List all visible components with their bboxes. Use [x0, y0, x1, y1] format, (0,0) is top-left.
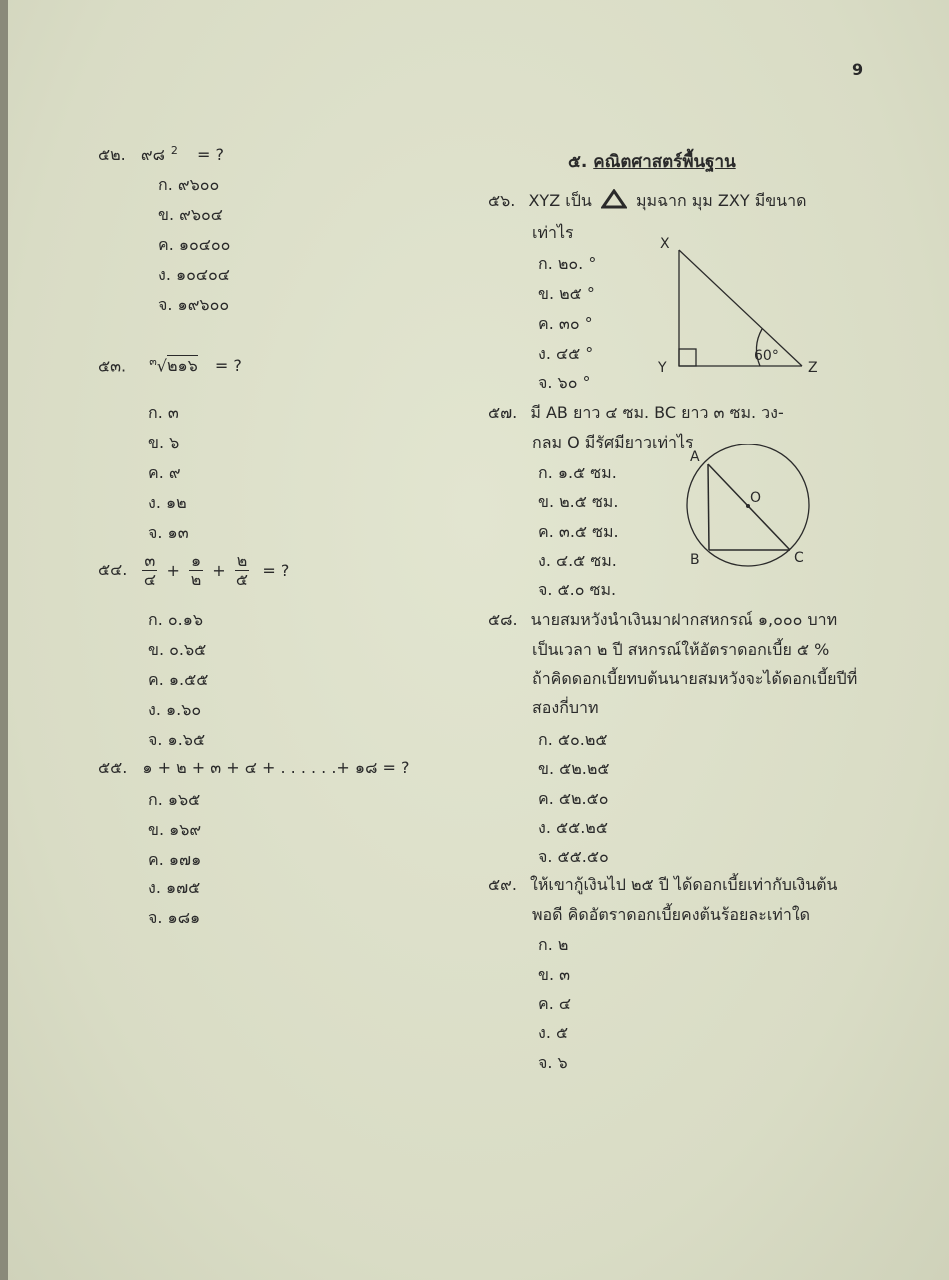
option-c: ค. ๓๐ ° — [538, 314, 593, 333]
question-53 — [98, 352, 242, 379]
option-a: ก. ๙๖๐๐ — [158, 175, 220, 194]
triangle-diagram — [650, 232, 830, 382]
root-index: ๓ — [149, 355, 157, 368]
fraction-3: $\frac{๒}{๕}$ — [235, 551, 249, 589]
label-y: Y — [658, 360, 667, 376]
option-e: จ. ๕.๐ ซม. — [538, 580, 617, 599]
question-number: ๕๔. — [98, 560, 128, 579]
circle-diagram — [672, 444, 822, 574]
question-text: มี AB ยาว ๔ ซม. BC ยาว ๓ ซม. วง- — [530, 403, 784, 422]
page-edge — [0, 0, 8, 1280]
question-58-line3: ถ้าคิดดอกเบี้ยทบต้นนายสมหวังจะได้ดอกเบี้ยปีที่ — [532, 669, 858, 688]
option-d: ง. ๑๒ — [148, 493, 187, 512]
option-e: จ. ๑๓ — [148, 523, 189, 542]
option-d: ง. ๑.๖๐ — [148, 700, 202, 719]
question-55 — [98, 756, 409, 781]
question-58-line2: เป็นเวลา ๒ ปี สหกรณ์ให้อัตราดอกเบี้ย ๕ % — [532, 640, 830, 659]
label-a: A — [690, 449, 700, 465]
equals-question: = ? — [214, 356, 242, 376]
option-b: ข. ๐.๖๕ — [148, 640, 207, 659]
option-e: จ. ๕๕.๕๐ — [538, 847, 609, 866]
question-number: ๕๗. — [488, 403, 518, 422]
side-xz — [679, 250, 802, 366]
triangle-icon — [601, 189, 627, 209]
question-text-a: XYZ เป็น — [528, 191, 592, 210]
question-number: ๕๒. — [98, 145, 126, 164]
question-59-line2: พอดี คิดอัตราดอกเบี้ยคงต้นร้อยละเท่าใด — [532, 905, 811, 924]
option-a: ก. ๑๖๕ — [148, 790, 201, 809]
question-number: ๕๕. — [98, 758, 128, 777]
question-number: ๕๘. — [488, 610, 518, 629]
fraction-1: $\frac{๓}{๔}$ — [143, 551, 156, 589]
equals-question: = ? — [197, 145, 224, 164]
plus-sign: + — [212, 561, 226, 580]
option-e: จ. ๑๙๖๐๐ — [158, 295, 230, 314]
option-e: จ. ๑๘๑ — [148, 908, 201, 927]
label-o: O — [750, 490, 762, 506]
option-b: ข. ๕๒.๒๕ — [538, 759, 610, 778]
option-e: จ. ๖ — [538, 1053, 568, 1072]
option-e: จ. ๑.๖๕ — [148, 730, 206, 749]
option-d: ง. ๕ — [538, 1023, 569, 1042]
question-57-line2: กลม O มีรัศมียาวเท่าไร — [532, 433, 694, 452]
option-d: ง. ๕๕.๒๕ — [538, 818, 608, 837]
plus-sign: + — [166, 561, 180, 580]
option-c: ค. ๓.๕ ซม. — [538, 522, 619, 541]
question-number: ๕๙. — [488, 875, 517, 894]
angle-label: 60° — [754, 348, 779, 364]
option-b: ข. ๙๖๐๔ — [158, 205, 223, 224]
option-c: ค. ๔ — [538, 994, 571, 1013]
question-58-line4: สองกี่บาท — [532, 698, 599, 717]
question-56-line2: เท่าไร — [532, 223, 574, 242]
option-d: ง. ๔๕ ° — [538, 344, 594, 363]
question-number: ๕๖. — [488, 191, 516, 210]
option-d: ง. ๑๐๔๐๔ — [158, 265, 230, 284]
question-text-line1: ให้เขากู้เงินไป ๒๕ ปี ได้ดอกเบี้ยเท่ากับเงินต้น — [530, 875, 838, 894]
option-a: ก. ๒๐. ° — [538, 254, 597, 273]
section-title-text: คณิตศาสตร์พื้นฐาน — [593, 152, 736, 172]
series-expression: ๑ + ๒ + ๓ + ๔ + . . . . . .+ ๑๘ = ? — [142, 758, 410, 777]
option-a: ก. ๑.๕ ซม. — [538, 463, 617, 482]
question-57 — [488, 401, 784, 426]
option-a: ก. ๕๐.๒๕ — [538, 730, 608, 749]
question-52 — [98, 143, 224, 168]
section-title — [568, 148, 736, 175]
option-d: ง. ๑๗๕ — [148, 878, 201, 897]
radicand: ๒๑๖ — [166, 356, 198, 376]
page-number: 9 — [852, 60, 864, 79]
option-b: ข. ๒.๕ ซม. — [538, 492, 619, 511]
question-text-b: มุมฉาก มุม ZXY มีขนาด — [635, 191, 807, 210]
fraction-2: $\frac{๑}{๒}$ — [190, 551, 202, 589]
option-c: ค. ๙ — [148, 463, 181, 482]
option-e: จ. ๖๐ ° — [538, 373, 591, 392]
side-ab — [708, 464, 709, 550]
radical-sign: √ — [156, 356, 167, 376]
label-z: Z — [808, 360, 818, 376]
question-56 — [488, 189, 807, 214]
option-c: ค. ๑.๕๕ — [148, 670, 209, 689]
label-c: C — [794, 550, 804, 566]
question-58 — [488, 608, 837, 633]
label-x: X — [660, 236, 670, 252]
question-text-line1: นายสมหวังนำเงินมาฝากสหกรณ์ ๑,๐๐๐ บาท — [530, 610, 838, 629]
option-c: ค. ๕๒.๕๐ — [538, 789, 609, 808]
option-c: ค. ๑๐๔๐๐ — [158, 235, 231, 254]
option-c: ค. ๑๗๑ — [148, 850, 202, 869]
option-d: ง. ๔.๕ ซม. — [538, 551, 617, 570]
base: ๙๘ — [140, 145, 165, 164]
right-angle-mark — [679, 349, 696, 366]
question-59 — [488, 873, 837, 898]
equals-question: = ? — [262, 561, 290, 580]
option-b: ข. ๒๕ ° — [538, 284, 595, 303]
option-b: ข. ๖ — [148, 433, 180, 452]
option-a: ก. ๓ — [148, 403, 179, 422]
section-number: ๕. — [568, 152, 588, 172]
question-number: ๕๓. — [98, 356, 127, 376]
option-b: ข. ๑๖๙ — [148, 820, 202, 839]
option-b: ข. ๓ — [538, 965, 571, 984]
exponent: 2 — [170, 143, 178, 157]
option-a: ก. ๒ — [538, 935, 569, 954]
question-54 — [98, 552, 289, 589]
label-b: B — [690, 552, 700, 568]
option-a: ก. ๐.๑๖ — [148, 610, 204, 629]
